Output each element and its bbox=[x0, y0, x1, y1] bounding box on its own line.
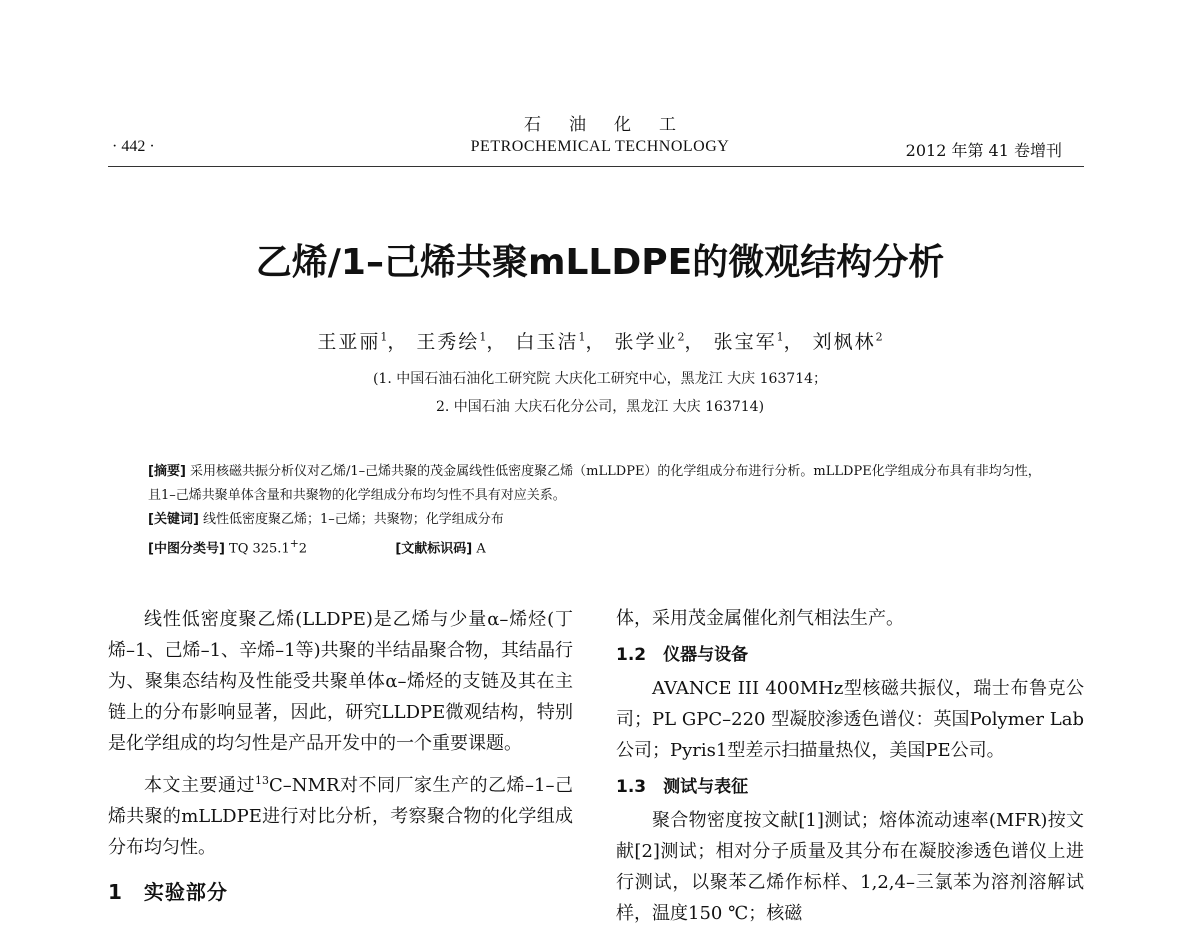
doc-code-value: A bbox=[476, 541, 486, 557]
author-name: 王秀绘 bbox=[416, 331, 480, 353]
author-name: 白玉洁 bbox=[515, 331, 579, 353]
clc-label: [中图分类号] bbox=[148, 541, 225, 557]
author-aff: 2 bbox=[677, 330, 685, 344]
author-aff: 1 bbox=[380, 330, 388, 344]
intro-paragraph-1: 线性低密度聚乙烯(LLDPE)是乙烯与少量α–烯烃(丁烯–1、己烯–1、辛烯–1等)共聚的半结晶聚合物，其结晶行为、聚集态结构及性能受共聚单体α–烯烃的支链及其在主链上的分布影响显著，因此，研究LLDPE微观结构，特别是化学组成的均匀性是产品开发中的一个重要课题。 bbox=[108, 609, 573, 754]
journal-name-en: PETROCHEMICAL TECHNOLOGY bbox=[470, 138, 730, 155]
issue-label: 2012 年第 41 卷增刊 bbox=[905, 141, 1062, 160]
testing-paragraph: 聚合物密度按文献[1]测试；熔体流动速率(MFR)按文献[2]测试；相对分子质量及其分布在凝胶渗透色谱仪上进行测试，以聚苯乙烯作标样、1,2,4–三氯苯为溶剂溶解试样，温度150 ℃；核磁 bbox=[616, 810, 1084, 924]
abstract-text: 采用核磁共振分析仪对乙烯/1–己烯共聚的茂金属线性低密度聚乙烯（mLLDPE）的化学组成分布进行分析。mLLDPE化学组成分布具有非均匀性，且1–己烯共聚单体含量和共聚物的化学组成分布均匀性不具有对应关系。 bbox=[148, 464, 1041, 503]
author-aff: 2 bbox=[875, 330, 883, 344]
abstract-line bbox=[148, 460, 1048, 508]
intro-p2-post: C–NMR对不同厂家生产的乙烯–1–己烯共聚的mLLDPE进行对比分析，考察聚合物的化学组成分布均匀性。 bbox=[108, 775, 573, 858]
clc-value: TQ 325.1 bbox=[229, 541, 290, 557]
abstract-block bbox=[148, 460, 1048, 561]
clc-sup: + bbox=[289, 537, 299, 550]
author-aff: 1 bbox=[776, 330, 784, 344]
doc-code-label: [文献标识码] bbox=[395, 541, 473, 557]
section-heading-1-2: 1.2 仪器与设备 bbox=[616, 645, 749, 665]
author-aff: 1 bbox=[479, 330, 487, 344]
author-name: 张学业 bbox=[614, 331, 678, 353]
author-list: 王亚丽$^1$， 王秀绘$^1$， 白玉洁$^1$， 张学业$^2$， 张宝军$^1$， 刘枫林$^2$ bbox=[317, 330, 883, 353]
author-name: 张宝军 bbox=[713, 331, 777, 353]
paper-title: 乙烯/1–己烯共聚mLLDPE的微观结构分析 bbox=[255, 242, 945, 283]
intro-paragraph-2 bbox=[108, 765, 573, 863]
clc-tail: 2 bbox=[298, 541, 308, 557]
author-name: 刘枫林 bbox=[812, 331, 876, 353]
right-column bbox=[616, 603, 1084, 935]
instruments-paragraph: AVANCE III 400MHz型核磁共振仪，瑞士布鲁克公司；PL GPC–220 型凝胶渗透色谱仪：英国Polymer Lab公司；Pyris1型差示扫描量热仪，美国PE公司。 bbox=[616, 678, 1084, 761]
section-heading-1-3: 1.3 测试与表征 bbox=[616, 777, 749, 797]
affiliation-2: 2. 中国石油 大庆石化分公司，黑龙江 大庆 163714) bbox=[435, 399, 765, 415]
isotope-sup: 13 bbox=[255, 774, 270, 787]
header-rule bbox=[108, 166, 1084, 167]
left-column bbox=[108, 604, 573, 910]
keywords-text: 线性低密度聚乙烯；1–己烯；共聚物；化学组成分布 bbox=[203, 512, 504, 527]
continued-paragraph: 体，采用茂金属催化剂气相法生产。 bbox=[616, 608, 904, 629]
section-heading-1: 1 实验部分 bbox=[108, 880, 228, 904]
keywords-label: [关键词] bbox=[148, 512, 199, 527]
author-name: 王亚丽 bbox=[317, 331, 381, 353]
affiliation-1: (1. 中国石油石油化工研究院 大庆化工研究中心，黑龙江 大庆 163714； bbox=[372, 371, 828, 387]
abstract-label: [摘要] bbox=[148, 464, 186, 479]
page-number: · 442 · bbox=[112, 138, 155, 155]
classification-line bbox=[148, 532, 1048, 561]
keywords-line bbox=[148, 508, 1048, 532]
journal-name-cn: 石油化工 bbox=[524, 115, 704, 135]
author-aff: 1 bbox=[578, 330, 586, 344]
intro-p2-pre: 本文主要通过 bbox=[144, 775, 256, 796]
